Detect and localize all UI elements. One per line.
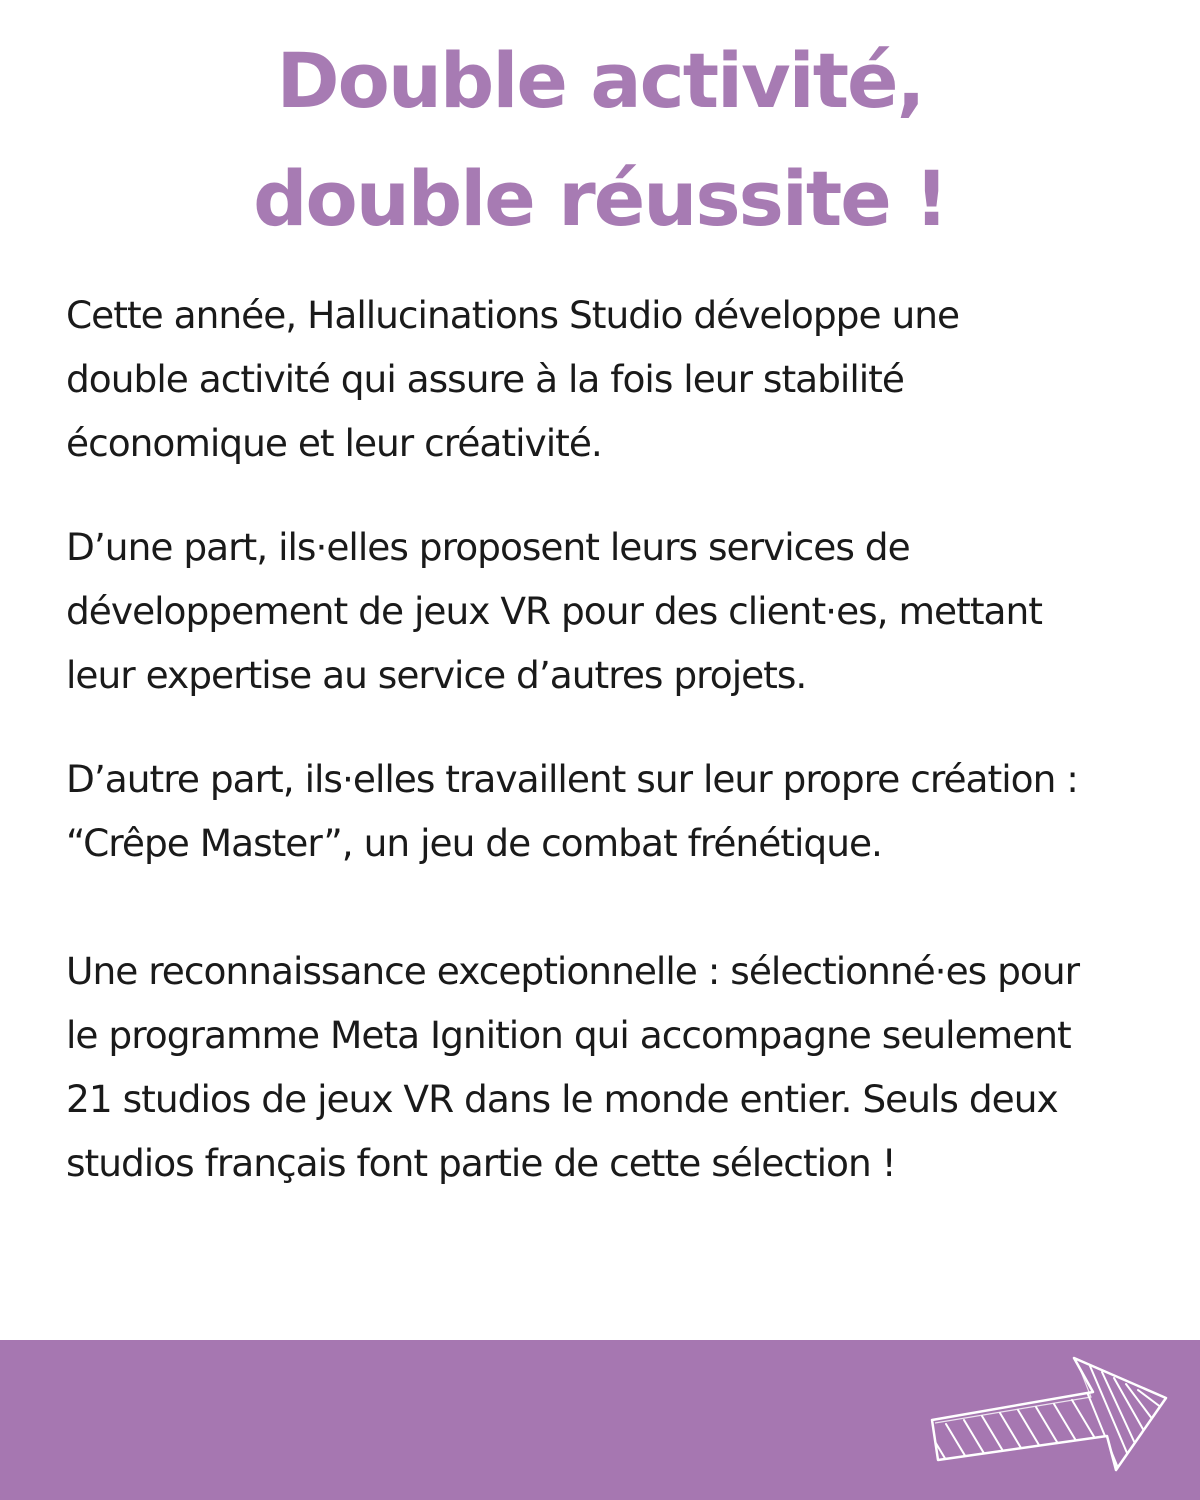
paragraph-line: D’une part, ils·elles proposent leurs services de <box>66 525 910 569</box>
paragraph-line: D’autre part, ils·elles travaillent sur leur propre création : <box>66 757 1078 801</box>
paragraph-line: Une reconnaissance exceptionnelle : sélectionné·es pour <box>66 949 1080 993</box>
title-line-2: double réussite ! <box>253 154 947 243</box>
paragraph-own-creation <box>66 747 1176 875</box>
paragraph-line: “Crêpe Master”, un jeu de combat frénétique. <box>66 821 882 865</box>
paragraph-line: développement de jeux VR pour des client·es, mettant <box>66 589 1042 633</box>
title-line-1: Double activité, <box>276 36 924 125</box>
paragraph-line: le programme Meta Ignition qui accompagne seulement <box>66 1013 1071 1057</box>
arrow-right-icon[interactable] <box>918 1350 1178 1480</box>
paragraph-line: double activité qui assure à la fois leur stabilité <box>66 357 904 401</box>
paragraph-line: économique et leur créativité. <box>66 421 602 465</box>
paragraph-line: leur expertise au service d’autres projets. <box>66 653 807 697</box>
page-title <box>0 22 1200 258</box>
paragraph-double-activity <box>66 283 1176 475</box>
paragraph-line: 21 studios de jeux VR dans le monde entier. Seuls deux <box>66 1077 1058 1121</box>
paragraph-line: studios français font partie de cette sélection ! <box>66 1141 896 1185</box>
paragraph-client-services <box>66 515 1176 707</box>
paragraph-line: Cette année, Hallucinations Studio développe une <box>66 293 960 337</box>
paragraph-meta-ignition <box>66 939 1176 1195</box>
